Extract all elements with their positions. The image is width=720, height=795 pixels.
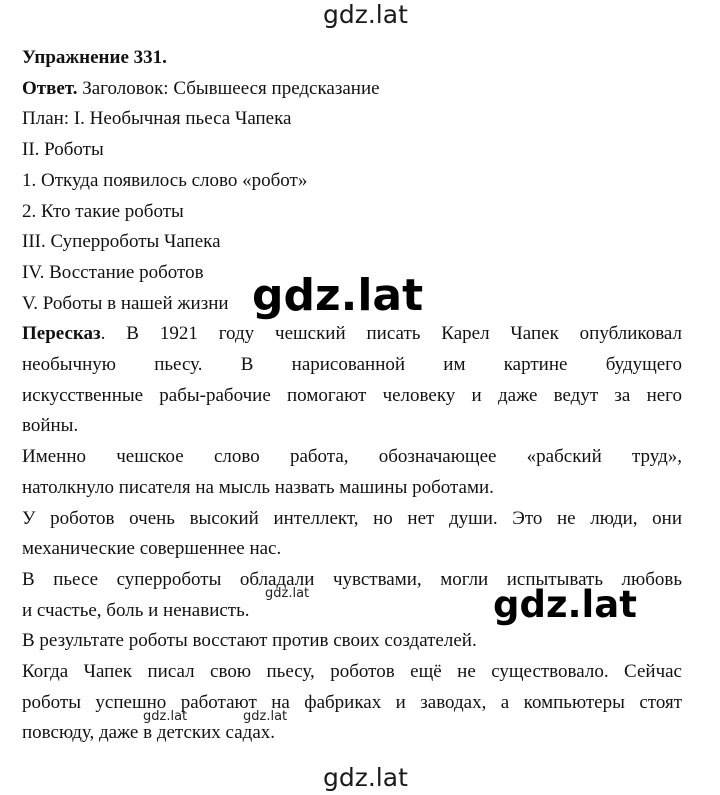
watermark-large: gdz.lat — [252, 270, 424, 321]
retelling-line: и счастье, боль и ненависть. — [22, 599, 250, 621]
watermark-small: gdz.lat — [243, 709, 288, 724]
plan-line: V. Роботы в нашей жизни — [22, 292, 229, 314]
watermark-top: gdz.lat — [323, 0, 408, 29]
plan-line: II. Роботы — [22, 139, 104, 161]
retelling-line: В результате роботы восстают против своих создателей. — [22, 630, 477, 652]
answer-line — [22, 74, 682, 105]
retelling-line: механические совершеннее нас. — [22, 538, 282, 560]
retelling-line: войны. — [22, 415, 79, 437]
watermark-bottom: gdz.lat — [323, 763, 408, 792]
plan-line: IV. Восстание роботов — [22, 261, 204, 283]
watermark-small: gdz.lat — [143, 709, 188, 724]
retelling-text: . В 1921 году чешский писать Карел Чапек опубликовал — [100, 323, 682, 345]
exercise-title: Упражнение 331. — [22, 47, 167, 68]
plan-line: 1. Откуда появилось слово «робот» — [22, 169, 308, 191]
retelling-line: В пьесе суперроботы обладали чувствами, могли испытывать любовь — [22, 568, 682, 590]
retelling-line: повсюду, даже в детских садах. — [22, 722, 276, 744]
plan-line: План: I. Необычная пьеса Чапека — [22, 108, 292, 130]
answer-label: Ответ. — [22, 77, 78, 99]
retelling-line — [22, 319, 682, 350]
watermark-small: gdz.lat — [265, 586, 310, 601]
retelling-line: Когда Чапек писал свою пьесу, роботов ещё не существовало. Сейчас — [22, 661, 682, 683]
watermark-large: gdz.lat — [493, 583, 637, 626]
retelling-label: Пересказ — [22, 323, 101, 345]
answer-text: Заголовок: Сбывшееся предсказание — [77, 77, 380, 99]
plan-line: 2. Кто такие роботы — [22, 200, 184, 222]
retelling-line: натолкнуло писателя на мысль назвать машины роботами. — [22, 476, 494, 498]
retelling-line: У роботов очень высокий интеллект, но нет души. Это не люди, они — [22, 507, 682, 529]
retelling-line: роботы успешно работают на фабриках и заводах, а компьютеры стоят — [22, 691, 682, 713]
retelling-line: Именно чешское слово работа, обозначающее «рабский труд», — [22, 446, 682, 468]
plan-line: III. Суперроботы Чапека — [22, 231, 221, 253]
exercise-document — [22, 43, 682, 749]
retelling-line: необычную пьесу. В нарисованной им картине будущего — [22, 354, 682, 376]
retelling-line: искусственные рабы-рабочие помогают человеку и даже ведут за него — [22, 384, 682, 406]
